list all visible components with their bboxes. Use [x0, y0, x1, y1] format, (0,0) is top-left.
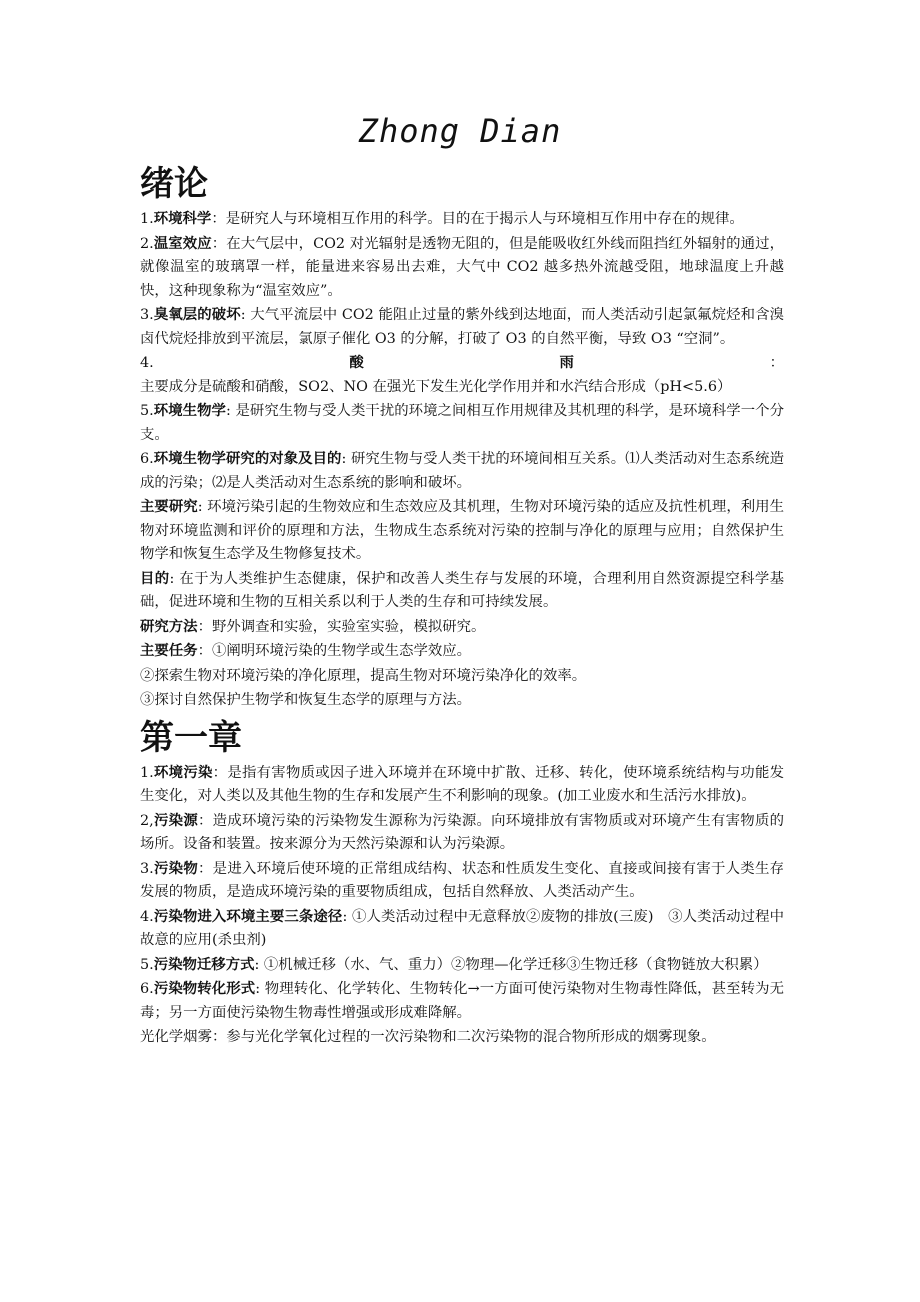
paragraph-text: 研究生物与受人类干扰的环境间相互关系。⑴人类活动对生态系统造成的污染；⑵是人类活动对生态系统的影响和破坏。: [140, 451, 784, 491]
term-heading: 污染物: [153, 860, 198, 877]
term-separator: ：: [197, 643, 212, 659]
document-body: [140, 160, 784, 1051]
section: [140, 714, 784, 1050]
paragraph-text: ①机械迁移（水、气、重力）②物理—化学迁移③生物迁移（食物链放大积累）: [259, 956, 768, 973]
term-heading: 目的: [140, 570, 170, 587]
term-heading: 酸雨: [153, 355, 770, 371]
item-number: 1.: [140, 764, 154, 781]
paragraph: [140, 448, 784, 495]
term-heading: 环境科学: [153, 211, 212, 227]
paragraph: [140, 665, 784, 689]
term-separator: :: [255, 981, 261, 997]
paragraph-text: 是指有害物质或因子进入环境并在环境中扩散、迁移、转化，使环境系统结构与功能发生变化，对人类以及其他生物的生存和发展产生不利影响的现象。(加工业废水和生活污水排放)。: [140, 764, 784, 804]
item-number: 3.: [140, 860, 154, 877]
term-separator: ：: [211, 211, 226, 227]
section: [140, 160, 784, 713]
paragraph-text: 在于为人类维护生态健康，保护和改善人类生存与发展的环境，合理利用自然资源提空科学基础，促进环境和生物的互相关系以利于人类的生存和可持续发展。: [140, 570, 784, 610]
term-heading: 污染物迁移方式: [153, 956, 255, 973]
paragraph-text: ②探索生物对环境污染的净化原理，提高生物对环境污染净化的效率。: [140, 667, 587, 684]
term-heading: 污染物进入环境主要三条途径: [153, 908, 343, 925]
item-number: 5.: [140, 403, 154, 419]
item-number: 3.: [140, 307, 154, 323]
paragraph-text: ①阐明环境污染的生物学或生态学效应。: [211, 643, 472, 659]
paragraph: [140, 689, 784, 713]
item-number: 6.: [140, 451, 154, 467]
term-heading: 环境生物学研究的对象及目的: [153, 451, 342, 467]
item-number: 5.: [140, 956, 154, 973]
paragraph-text: 是研究生物与受人类干扰的环境之间相互作用规律及其机理的科学，是环境科学一个分支。: [140, 403, 784, 443]
term-separator: :: [341, 451, 347, 467]
paragraph: [140, 858, 784, 905]
paragraph: [140, 304, 784, 351]
paragraph-text: ①人类活动过程中无意释放②废物的排放(三废) ③人类活动过程中故意的应用(杀虫剂): [140, 908, 784, 948]
item-number: 6.: [140, 981, 154, 997]
paragraph: [140, 954, 784, 978]
term-heading: 污染源: [153, 812, 198, 829]
paragraph-text: ③探讨自然保护生物学和恢复生态学的原理与方法。: [140, 692, 471, 708]
term-heading: 污染物转化形式: [153, 981, 256, 997]
term-heading: 环境生物学: [153, 403, 226, 419]
term-separator: ：: [211, 235, 227, 252]
term-separator: :: [225, 403, 231, 419]
term-heading: 臭氧层的破坏: [153, 307, 241, 323]
paragraph-text: 是进入环境后使环境的正常组成结构、状态和性质发生变化、直接或间接有害于人类生存发展的物质，是造成环境污染的重要物质组成，包括自然释放、人类活动产生。: [140, 860, 784, 900]
paragraph-text: 环境污染引起的生物效应和生态效应及其机理，生物对环境污染的适应及抗性机理，利用生物对环境监测和评价的原理和方法，生物成生态系统对污染的控制与净化的原理与应用；自然保护生物学和恢复生态学及生物修复技术。: [140, 499, 784, 562]
item-number: 4.: [140, 355, 154, 371]
term-separator: :: [342, 908, 348, 925]
paragraph: [140, 810, 784, 857]
term-separator: :: [254, 956, 260, 973]
paragraph: [140, 978, 784, 1025]
term-separator: ：: [197, 618, 212, 635]
paragraph-text: 物理转化、化学转化、生物转化→一方面可使污染物对生物毒性降低，甚至转为无毒；另一方面使污染物生物毒性增强或形成难降解。: [140, 981, 784, 1021]
term-heading: 环境污染: [153, 764, 213, 781]
term-separator: :: [240, 307, 246, 323]
paragraph: [140, 762, 784, 809]
paragraph: [140, 352, 784, 399]
section-heading: 绪论: [140, 164, 208, 204]
term-heading: 主要研究: [140, 499, 198, 515]
term-heading: 主要任务: [140, 643, 198, 659]
paragraph: [140, 400, 784, 447]
paragraph-text: 大气平流层中 CO2 能阻止过量的紫外线到达地面，而人类活动引起氯氟烷烃和含溴卤代烷烃排放到平流层，氯原子催化 O3 的分解，打破了 O3 的自然平衡，导致 O3 “空洞”。: [140, 307, 784, 347]
item-number: 2.: [140, 235, 154, 252]
paragraph: [140, 906, 784, 953]
paragraph-text: 光化学烟雾：参与光化学氧化过程的一次污染物和二次污染物的混合物所形成的烟雾现象。: [140, 1029, 716, 1045]
term-heading: 研究方法: [140, 618, 198, 635]
paragraph: [140, 208, 784, 232]
paragraph: [140, 496, 784, 567]
paragraph-text: 主要成分是硫酸和硝酸，SO2、NO 在强光下发生光化学作用并和水汽结合形成（pH<5.6）: [140, 378, 732, 395]
item-number: 2,: [140, 812, 154, 829]
term-separator: ：: [197, 812, 213, 829]
section-heading: 第一章: [140, 717, 242, 758]
paragraph: [140, 616, 784, 640]
paragraph: [140, 233, 784, 304]
paragraph-text: 造成环境污染的污染物发生源称为污染源。向环境排放有害物质或对环境产生有害物质的场所。设备和装置。按来源分为天然污染源和认为污染源。: [140, 812, 784, 852]
term-separator: ：: [212, 764, 228, 781]
term-separator: ：: [769, 355, 784, 371]
paragraph-text: 是研究人与环境相互作用的科学。目的在于揭示人与环境相互作用中存在的规律。: [225, 211, 744, 227]
paragraph: [140, 568, 784, 615]
paragraph-text: 在大气层中，CO2 对光辐射是透物无阻的，但是能吸收红外线而阻挡红外辐射的通过，就像温室的玻璃罩一样，能量进来容易出去难，大气中 CO2 越多热外流越受阻，地球温度上升越快，这种现象称为“温室效应”。: [140, 235, 784, 299]
item-number: 4.: [140, 908, 154, 925]
term-heading: 温室效应: [153, 235, 212, 252]
paragraph: [140, 1026, 784, 1050]
item-number: 1.: [140, 211, 154, 227]
paragraph: [140, 640, 784, 664]
term-separator: ：: [197, 860, 213, 877]
term-separator: :: [197, 499, 203, 515]
document-title: Zhong Dian: [358, 112, 562, 150]
paragraph-text: 野外调查和实验，实验室实验，模拟研究。: [211, 618, 486, 635]
term-separator: :: [169, 570, 175, 587]
